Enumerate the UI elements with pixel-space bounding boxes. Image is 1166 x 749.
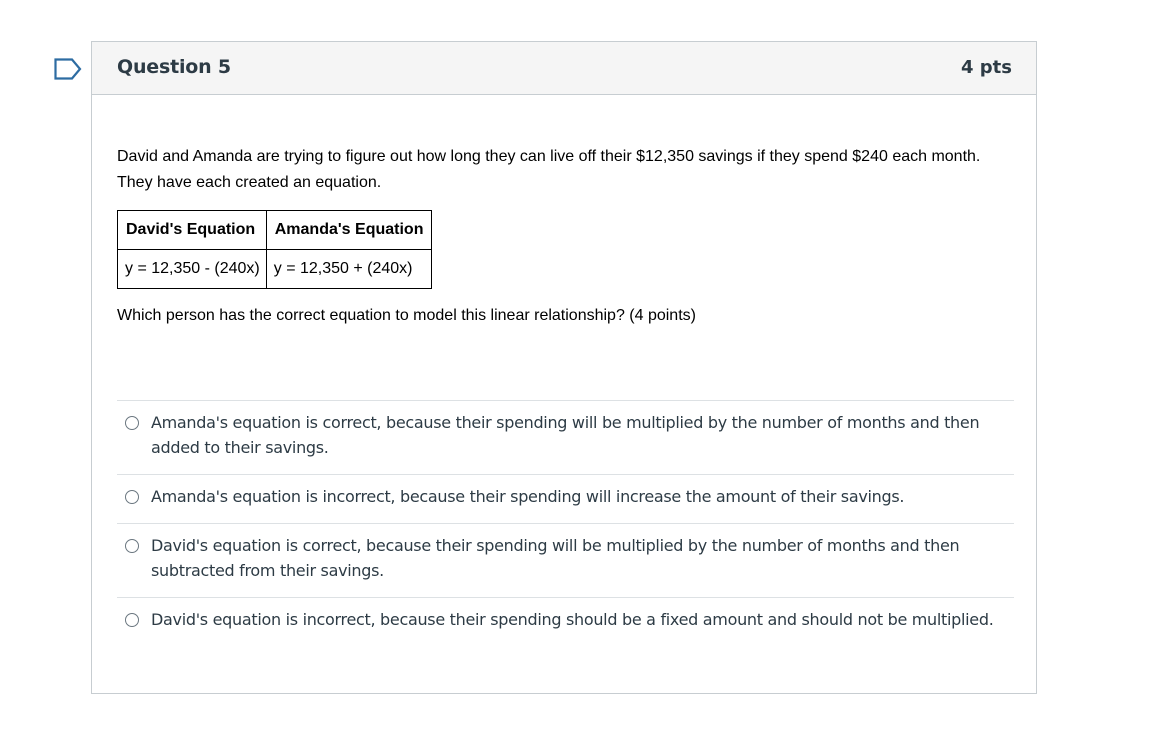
- answer-option-2[interactable]: [117, 474, 1014, 523]
- answer-label: David's equation is correct, because their spending will be multiplied by the number of months and then subtracted from their savings.: [151, 536, 960, 580]
- radio-button-icon[interactable]: [125, 539, 139, 553]
- bookmark-flag-icon[interactable]: [54, 58, 82, 80]
- table-header-david: David's Equation: [118, 211, 267, 250]
- radio-button-icon[interactable]: [125, 490, 139, 504]
- question-card: [91, 41, 1037, 694]
- table-cell-david-equation: y = 12,350 - (240x): [118, 250, 267, 289]
- answer-list: [117, 400, 1014, 671]
- table-cell-amanda-equation: y = 12,350 + (240x): [266, 250, 432, 289]
- radio-button-icon[interactable]: [125, 613, 139, 627]
- prompt-text: David and Amanda are trying to figure out how long they can live off their $12,350 savings if they spend $240 each month. They have each created an equation.: [117, 148, 981, 191]
- question-title: Question 5: [117, 56, 231, 78]
- radio-button-icon[interactable]: [125, 416, 139, 430]
- answer-option-3[interactable]: [117, 523, 1014, 597]
- question-prompt: [117, 144, 997, 196]
- table-row: [118, 250, 432, 289]
- question-points: 4 pts: [961, 57, 1012, 78]
- answer-option-4[interactable]: [117, 597, 1014, 671]
- answer-label: Amanda's equation is correct, because their spending will be multiplied by the number of months and then added to their savings.: [151, 413, 980, 457]
- question-header: [92, 42, 1036, 95]
- question-ask: Which person has the correct equation to model this linear relationship? (4 points): [117, 307, 696, 324]
- table-header-amanda: Amanda's Equation: [266, 211, 432, 250]
- table-header-row: [118, 211, 432, 250]
- equation-table: [117, 210, 432, 289]
- answer-label: Amanda's equation is incorrect, because their spending will increase the amount of their savings.: [151, 487, 905, 506]
- answer-label: David's equation is incorrect, because their spending should be a fixed amount and should not be multiplied.: [151, 610, 994, 629]
- answer-option-1[interactable]: [117, 400, 1014, 474]
